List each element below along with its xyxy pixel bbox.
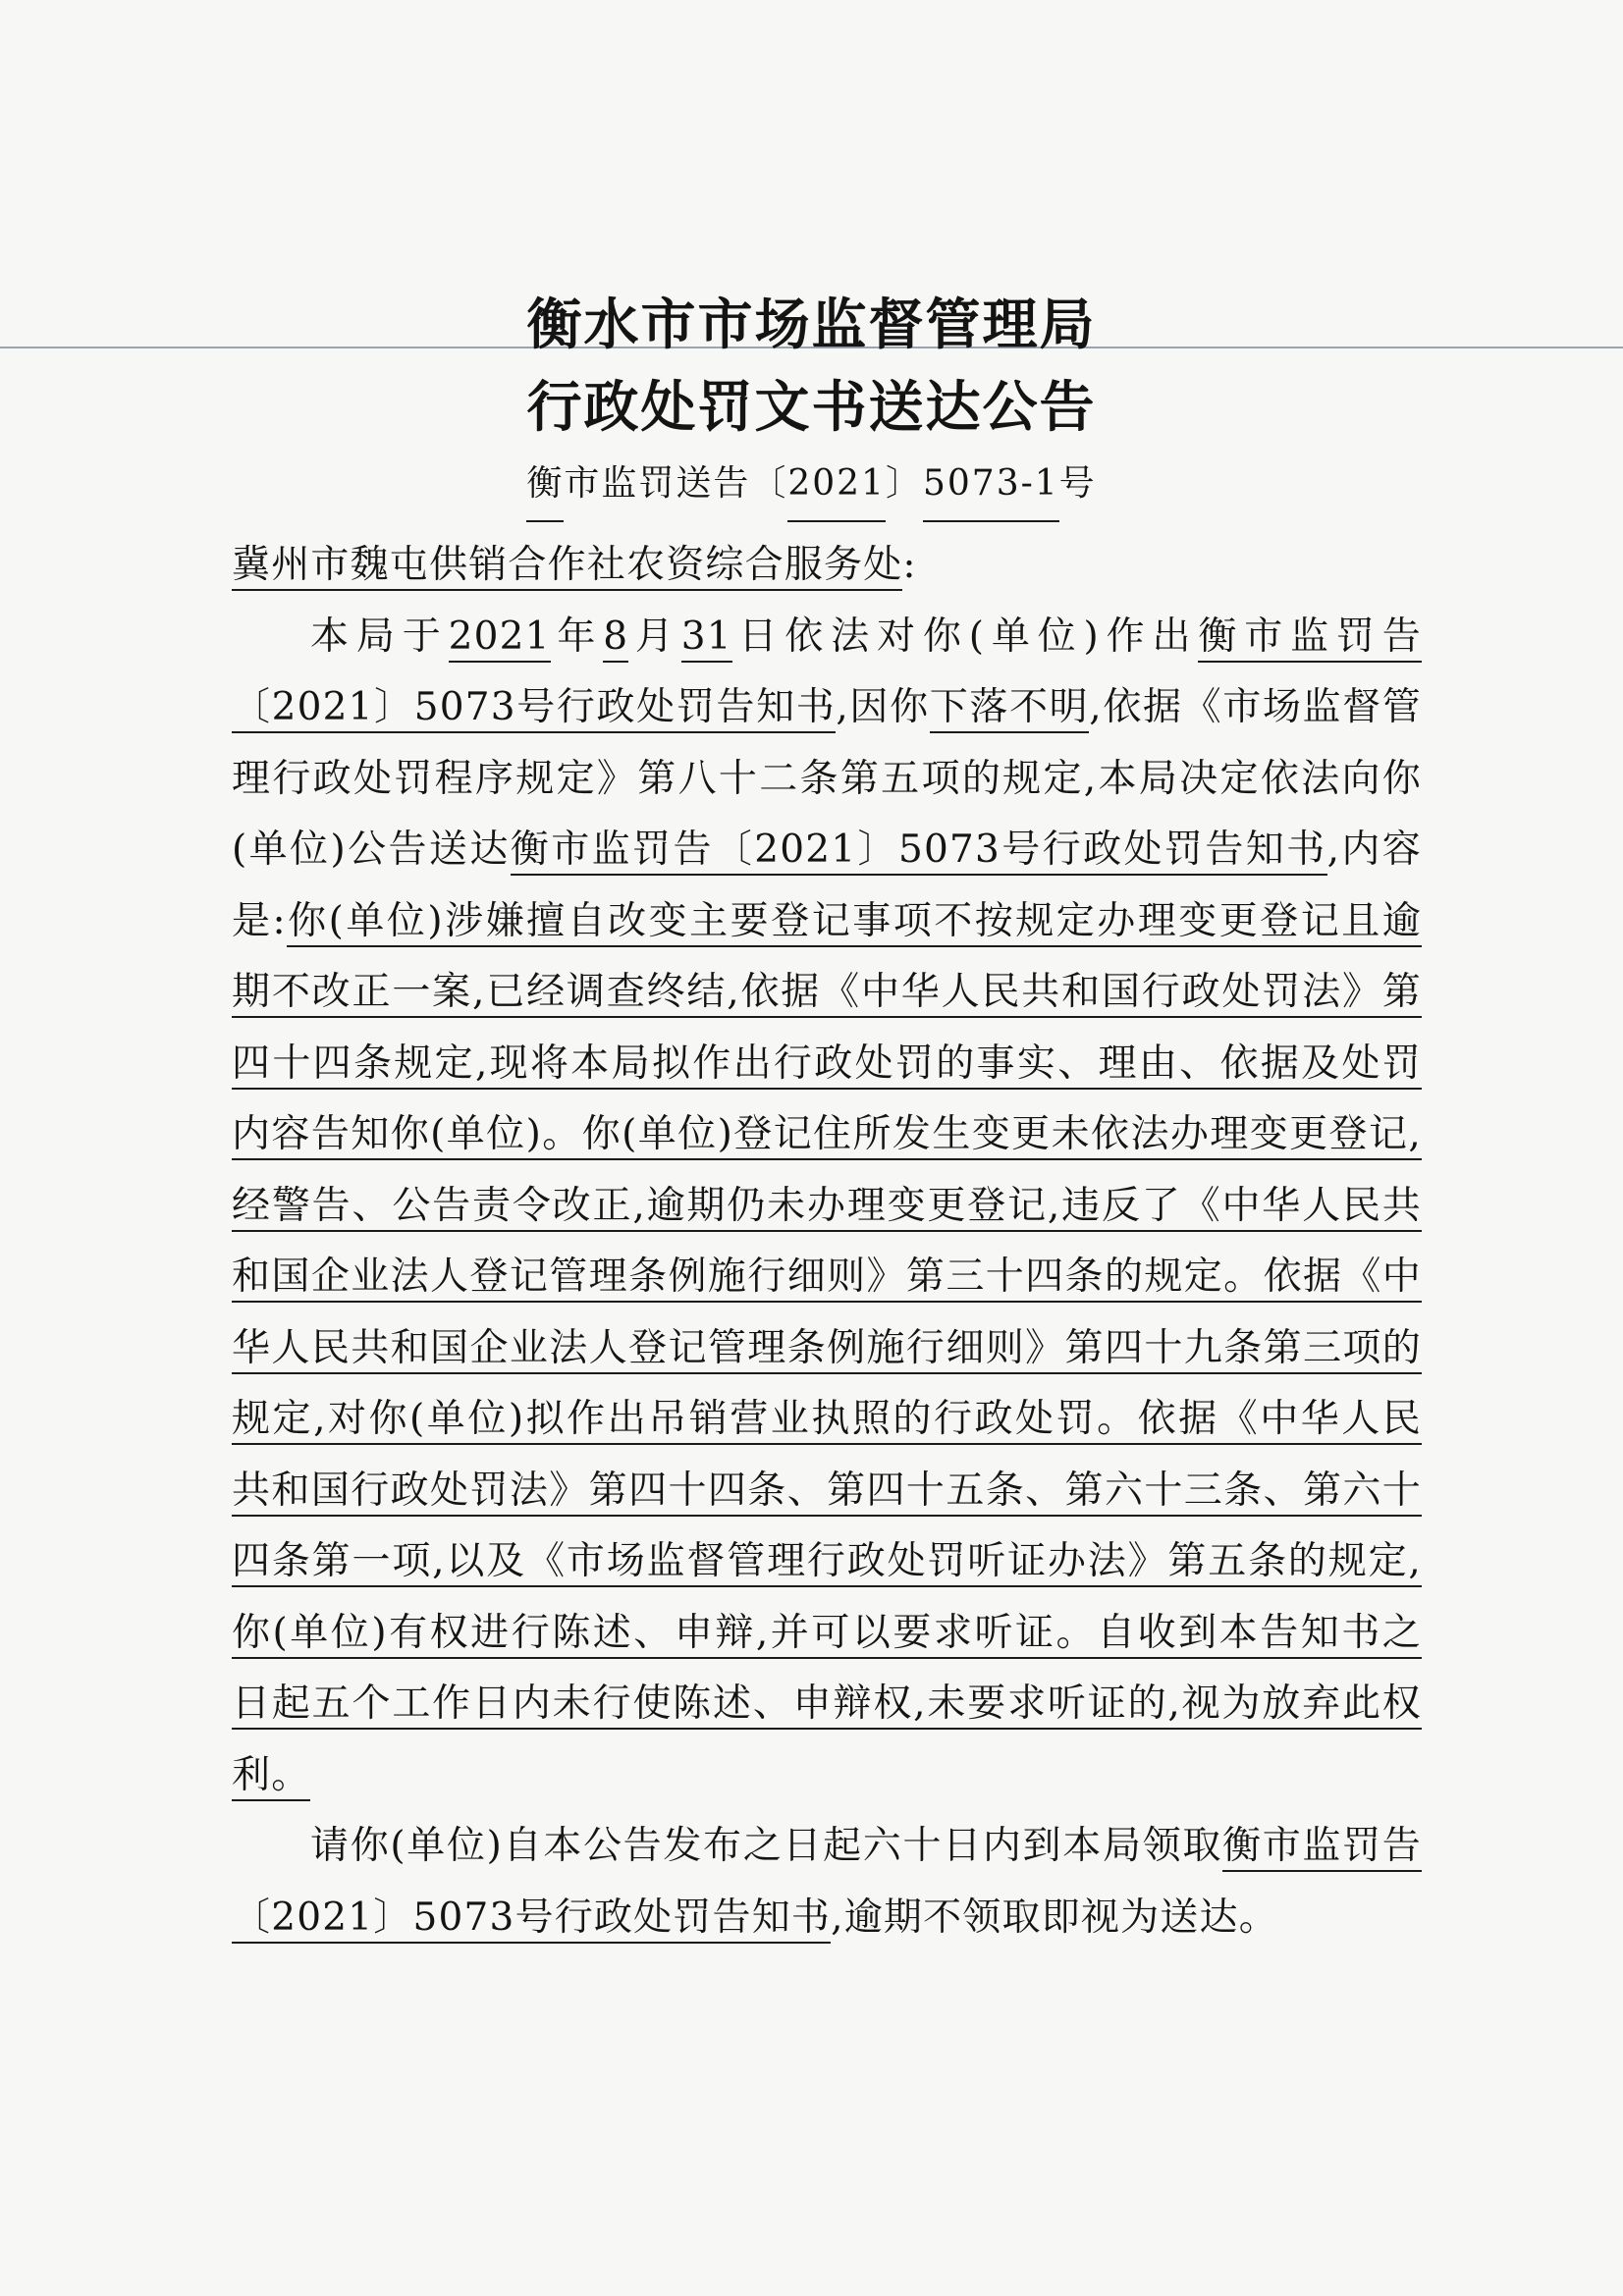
document-header [0,285,1623,522]
referenced-document: 衡市监罚告〔2021〕5073号行政处罚告知书 [232,614,1422,734]
notice-day: 31 [681,614,732,663]
p2-text-1: 请你(单位)自本公告发布之日起六十日内到本局领取 [310,1824,1223,1868]
p1-text-2: 年 [550,614,604,659]
notice-body [232,530,1422,1953]
addressee: 冀州市魏屯供销合作社农资综合服务处 [232,543,902,591]
addressee-line [232,530,1422,602]
p1-text-1: 本局于 [310,614,449,659]
doc-number-year: 2021 [787,450,886,522]
doc-number-mid1: 市监罚送告〔 [564,463,788,504]
notice-month: 8 [603,614,628,663]
addressee-colon: : [902,543,917,587]
paragraph-collection [232,1811,1422,1953]
doc-number-mid2: 〕 [885,463,923,504]
p1-text-5: ,因你 [836,685,930,729]
notice-title: 行政处罚文书送达公告 [526,376,1097,440]
p1-text-3: 月 [628,614,681,659]
issuer-title: 衡水市市场监督管理局 [526,294,1097,357]
paragraph-main [232,602,1422,1812]
document-number [0,450,1623,522]
p1-text-7: ,内容是: [232,828,1423,943]
p1-text-6: ,依据《市场监督管理行政处罚程序规定》第八十二条第五项的规定,本局决定依法向你(单位)公告送达 [232,685,1422,872]
doc-number-suffix: 号 [1058,463,1097,504]
doc-number-serial: 5073-1 [923,450,1059,522]
p2-text-2: ,逾期不领取即视为送达。 [831,1895,1278,1940]
delivery-reason: 下落不明 [930,685,1090,733]
notice-content: 你(单位)涉嫌擅自改变主要登记事项不按规定办理变更登记且逾期不改正一案,已经调查终结,依据《中华人民共和国行政处罚法》第四十四条规定,现将本局拟作出行政处罚的事实、理由、依据及处罚内容告知你(单位)。你(单位)登记住所发生变更未依法办理变更登记,经警告、公告责令改正,逾期仍未办理变更登记,违反了《中华人民共和国企业法人登记管理条例施行细则》第三十四条的规定。依据《中华人民共和国企业法人登记管理条例施行细则》第四十九条第三项的规定,对你(单位)拟作出吊销营业执照的行政处罚。依据《中华人民共和国行政处罚法》第四十四条、第四十五条、第六十三条、第六十四条第一项,以及《市场监督管理行政处罚听证办法》第五条的规定,你(单位)有权进行陈述、申辩,并可以要求听证。自收到本告知书之日起五个工作日内未行使陈述、申辩权,未要求听证的,视为放弃此权利。 [232,899,1422,1801]
doc-number-prefix: 衡 [526,450,564,522]
p1-text-4: 日依法对你(单位)作出 [731,614,1199,659]
notice-year: 2021 [449,614,551,663]
collection-document: 衡市监罚告〔2021〕5073号行政处罚告知书 [232,1824,1422,1944]
referenced-document-2: 衡市监罚告〔2021〕5073号行政处罚告知书 [511,828,1327,876]
